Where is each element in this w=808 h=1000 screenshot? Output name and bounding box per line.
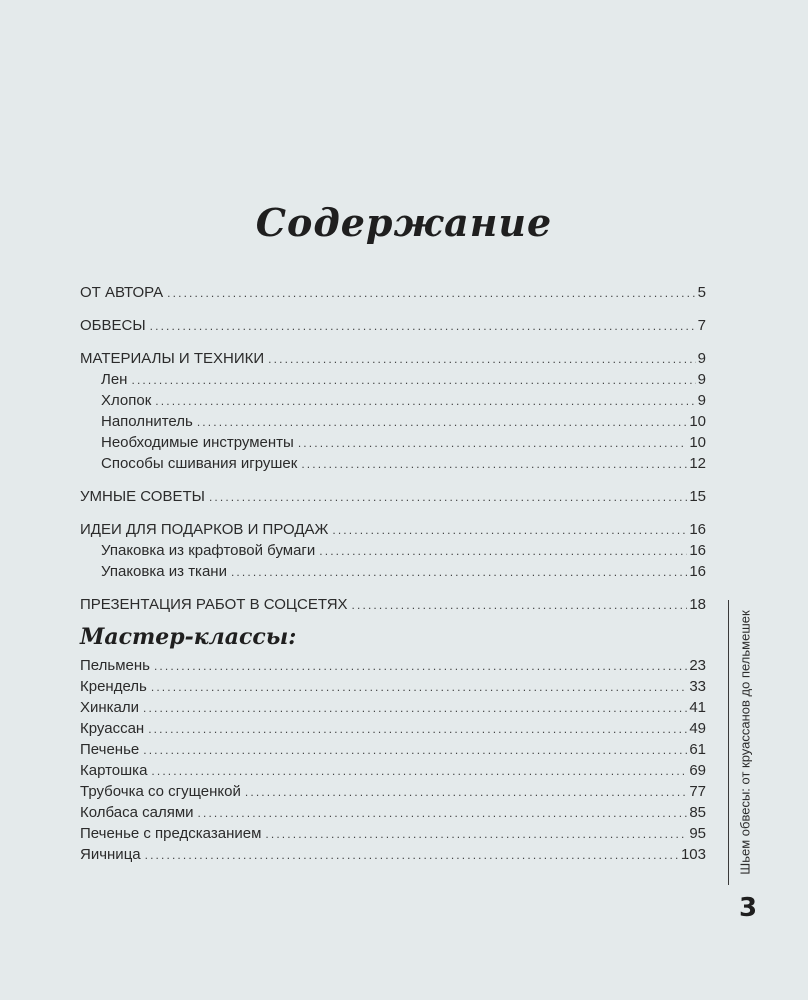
toc-leader-dots <box>332 520 687 541</box>
toc-page-number: 10 <box>689 413 706 430</box>
toc-page-number: 9 <box>697 392 706 409</box>
toc-entry <box>80 486 706 507</box>
page-title: Содержание <box>255 200 553 245</box>
toc-page-number: 16 <box>689 563 706 580</box>
toc-subentry <box>80 411 706 432</box>
toc-subentry <box>80 540 706 561</box>
toc-entry <box>80 655 706 676</box>
toc-leader-dots <box>197 412 687 433</box>
toc-entry-label: Крендель <box>80 678 147 695</box>
toc-page-number: 77 <box>689 783 706 800</box>
toc-page-number: 103 <box>680 846 706 863</box>
toc-leader-dots <box>148 719 687 740</box>
toc-entry <box>80 760 706 781</box>
toc-page-number: 85 <box>689 804 706 821</box>
toc-page-number: 9 <box>697 371 706 388</box>
toc-entry <box>80 823 706 844</box>
toc-spacer <box>80 582 706 594</box>
toc-entry-label: Яичница <box>80 846 141 863</box>
toc-entry-label: Хинкали <box>80 699 140 716</box>
toc-page-number: 61 <box>689 741 706 758</box>
toc-entry-label: Упаковка из ткани <box>101 563 227 580</box>
toc-entry <box>80 802 706 823</box>
toc-entry <box>80 718 706 739</box>
toc-entry-label: Трубочка со сгущенкой <box>80 783 241 800</box>
toc-page-number: 33 <box>689 678 706 695</box>
toc-entry-label: Круассан <box>80 720 145 737</box>
page-number: 3 <box>738 893 758 923</box>
toc-spacer <box>80 336 706 348</box>
toc-leader-dots <box>150 316 696 337</box>
toc-page-number: 49 <box>689 720 706 737</box>
toc-entry-label: Печенье с предсказанием <box>80 825 262 842</box>
toc-page-number: 18 <box>689 596 706 613</box>
toc-entry-label: УМНЫЕ СОВЕТЫ <box>80 488 205 505</box>
toc-leader-dots <box>319 541 687 562</box>
toc-entry <box>80 282 706 303</box>
toc-entry-label: Лен <box>101 371 128 388</box>
toc-entry <box>80 697 706 718</box>
masterclasses-heading: Мастер-классы: <box>80 624 297 650</box>
toc-entry <box>80 519 706 540</box>
toc-entry <box>80 676 706 697</box>
toc-subentry <box>80 369 706 390</box>
toc-entry-label: Хлопок <box>101 392 152 409</box>
toc-leader-dots <box>352 595 688 616</box>
toc-spacer <box>80 507 706 519</box>
toc-entry-label: Способы сшивания игрушек <box>101 455 298 472</box>
toc-page-number: 16 <box>689 542 706 559</box>
toc-leader-dots <box>298 433 687 454</box>
toc-leader-dots <box>301 454 687 475</box>
toc-entry-label: Колбаса салями <box>80 804 194 821</box>
toc-entry-label: Картошка <box>80 762 148 779</box>
toc-page-number: 16 <box>689 521 706 538</box>
toc-entry-label: Печенье <box>80 741 140 758</box>
toc-leader-dots <box>155 391 695 412</box>
toc-leader-dots <box>131 370 695 391</box>
toc-page-number: 95 <box>689 825 706 842</box>
toc-leader-dots <box>268 349 695 370</box>
toc-entry <box>80 844 706 865</box>
running-title-text: Шьем обвесы: от круассанов до пельмешек <box>737 610 753 875</box>
toc-subentry <box>80 561 706 582</box>
toc-subentry <box>80 432 706 453</box>
toc-leader-dots <box>143 740 687 761</box>
toc-entry-label: ОТ АВТОРА <box>80 284 164 301</box>
running-title <box>735 600 755 885</box>
toc-entry <box>80 739 706 760</box>
toc-entry <box>80 348 706 369</box>
toc-leader-dots <box>198 803 688 824</box>
toc-page-number: 10 <box>689 434 706 451</box>
toc-leader-dots <box>265 824 687 845</box>
toc-leader-dots <box>245 782 687 803</box>
toc-page-number: 23 <box>689 657 706 674</box>
toc-leader-dots <box>151 761 687 782</box>
toc-page-number: 69 <box>689 762 706 779</box>
sidebar-divider <box>728 600 729 885</box>
toc-page-number: 5 <box>697 284 706 301</box>
toc-entry-label: МАТЕРИАЛЫ И ТЕХНИКИ <box>80 350 265 367</box>
toc-entry <box>80 315 706 336</box>
toc-leader-dots <box>151 677 687 698</box>
toc-entry-label: Пельмень <box>80 657 150 674</box>
toc-page-number: 7 <box>697 317 706 334</box>
toc-subentry <box>80 453 706 474</box>
toc-subentry <box>80 390 706 411</box>
toc-entry-label: ПРЕЗЕНТАЦИЯ РАБОТ В СОЦСЕТЯХ <box>80 596 348 613</box>
toc-leader-dots <box>167 283 695 304</box>
toc-entry-label: Упаковка из крафтовой бумаги <box>101 542 316 559</box>
table-of-contents <box>80 282 706 865</box>
toc-leader-dots <box>209 487 687 508</box>
toc-entry-label: Наполнитель <box>101 413 193 430</box>
toc-spacer <box>80 303 706 315</box>
toc-page-number: 41 <box>689 699 706 716</box>
toc-entry-label: ИДЕИ ДЛЯ ПОДАРКОВ И ПРОДАЖ <box>80 521 329 538</box>
toc-entry-label: ОБВЕСЫ <box>80 317 146 334</box>
toc-leader-dots <box>231 562 687 583</box>
toc-entry-label: Необходимые инструменты <box>101 434 294 451</box>
toc-entry <box>80 594 706 615</box>
toc-leader-dots <box>145 845 679 866</box>
toc-page-number: 9 <box>697 350 706 367</box>
toc-entry <box>80 781 706 802</box>
toc-page-number: 12 <box>689 455 706 472</box>
toc-leader-dots <box>143 698 687 719</box>
toc-spacer <box>80 474 706 486</box>
toc-page-number: 15 <box>689 488 706 505</box>
toc-leader-dots <box>154 656 687 677</box>
